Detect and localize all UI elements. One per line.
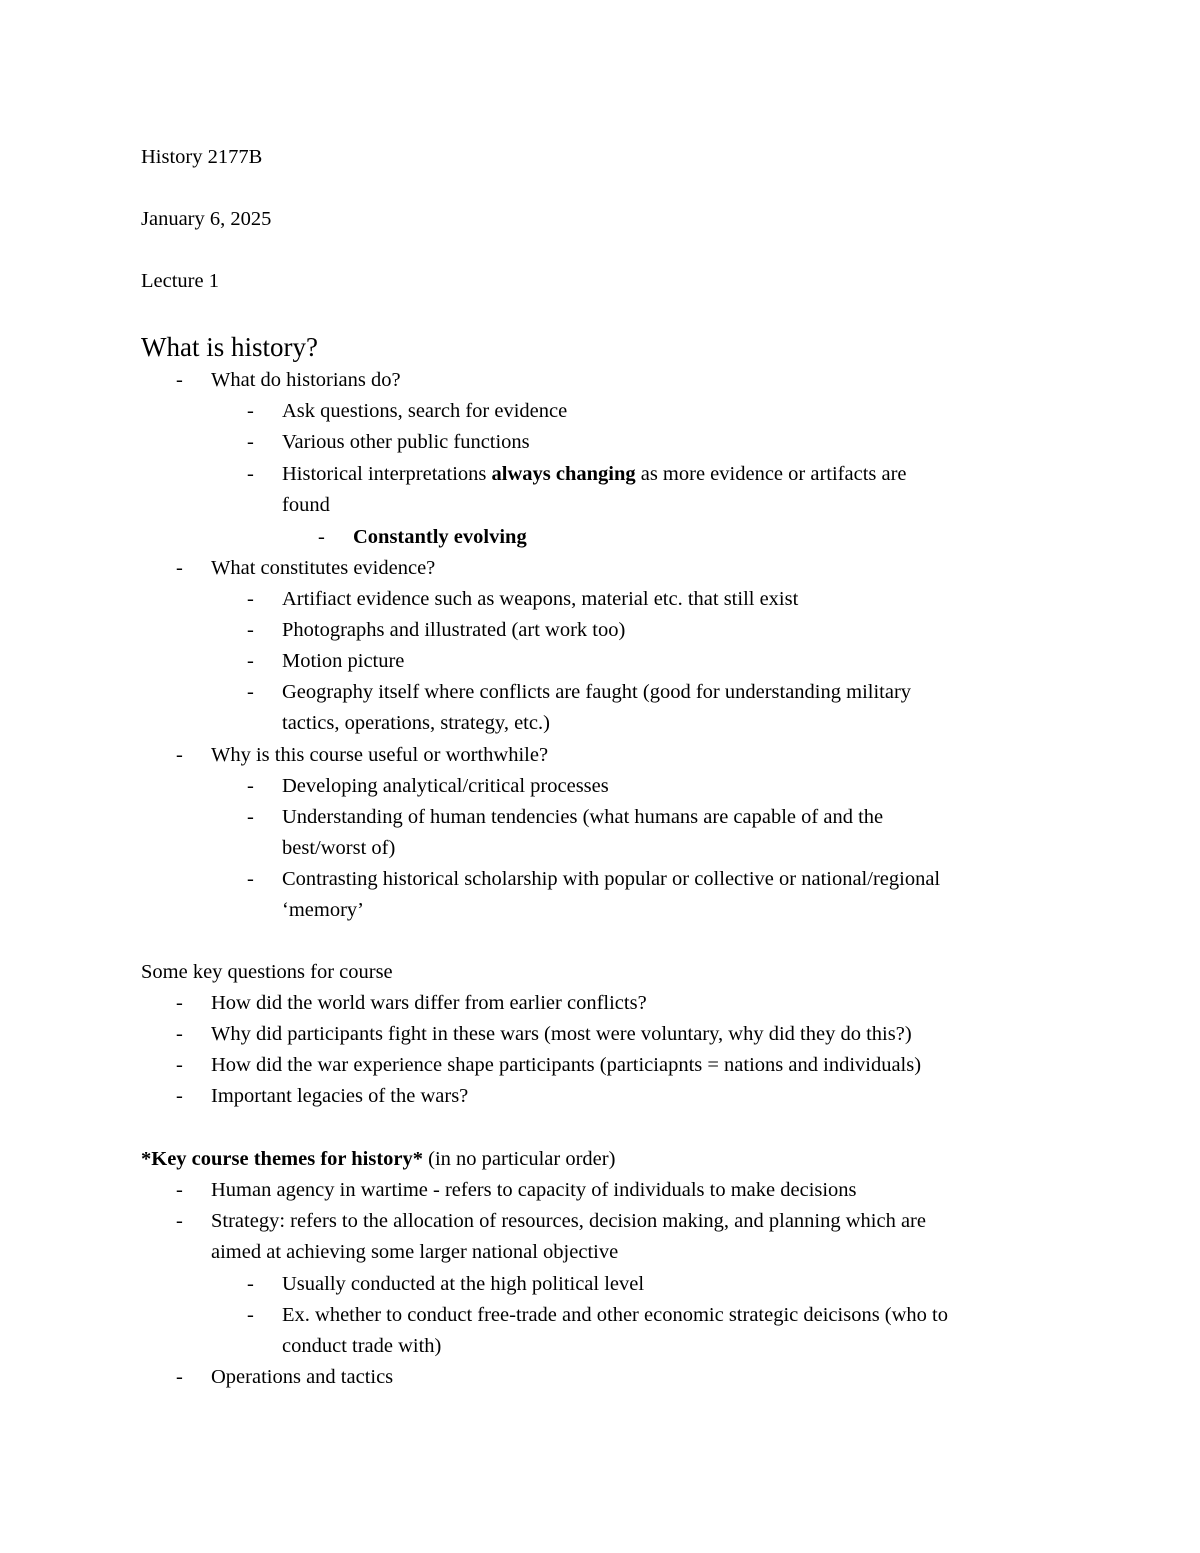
course-title: History 2177B <box>141 146 263 168</box>
list-item: How did the world wars differ from earlier conflicts? <box>211 992 647 1014</box>
list-item-continuation: conduct trade with) <box>282 1335 442 1357</box>
list-item: Contrasting historical scholarship with popular or collective or national/regional <box>282 868 941 890</box>
bullet-dash: - <box>176 1054 183 1076</box>
bullet-dash: - <box>247 806 254 828</box>
bullet-dash: - <box>176 1179 183 1201</box>
list-item: Usually conducted at the high political level <box>282 1273 645 1295</box>
list-item: Various other public functions <box>282 431 530 453</box>
bullet-dash: - <box>176 1210 183 1232</box>
section-heading-key-questions: Some key questions for course <box>141 961 393 983</box>
bullet-dash: - <box>176 557 183 579</box>
bullet-dash: - <box>176 1085 183 1107</box>
list-item <box>353 524 527 550</box>
bullet-dash: - <box>176 1366 183 1388</box>
bullet-dash: - <box>247 681 254 703</box>
list-item: Developing analytical/critical processes <box>282 775 609 797</box>
list-item: Ask questions, search for evidence <box>282 400 568 422</box>
bullet-dash: - <box>247 1273 254 1295</box>
list-item: Human agency in wartime - refers to capacity of individuals to make decisions <box>211 1179 857 1201</box>
bullet-dash: - <box>247 400 254 422</box>
text-run: as more evidence or artifacts are <box>635 463 907 485</box>
list-item: Strategy: refers to the allocation of resources, decision making, and planning which are <box>211 1210 926 1232</box>
list-item-continuation: tactics, operations, strategy, etc.) <box>282 712 550 734</box>
bullet-dash: - <box>247 775 254 797</box>
bullet-dash: - <box>318 526 325 548</box>
section-heading-what-is-history: What is history? <box>141 332 318 362</box>
section-heading-key-themes <box>141 1146 615 1172</box>
list-item: What do historians do? <box>211 369 401 391</box>
list-item: Geography itself where conflicts are faught (good for understanding military <box>282 681 912 703</box>
lecture-date: January 6, 2025 <box>141 208 272 230</box>
bullet-dash: - <box>247 463 254 485</box>
bullet-dash: - <box>176 992 183 1014</box>
list-item: Artifiact evidence such as weapons, material etc. that still exist <box>282 588 799 610</box>
emphasis-text: *Key course themes for history* <box>141 1148 424 1170</box>
list-item: Why is this course useful or worthwhile? <box>211 744 549 766</box>
bullet-dash: - <box>176 1023 183 1045</box>
emphasis-text: Constantly evolving <box>353 526 527 548</box>
list-item: Understanding of human tendencies (what humans are capable of and the <box>282 806 884 828</box>
bullet-dash: - <box>247 650 254 672</box>
list-item: Ex. whether to conduct free-trade and other economic strategic deicisons (who to <box>282 1304 948 1326</box>
bullet-dash: - <box>247 868 254 890</box>
emphasis-text: always changing <box>491 463 636 485</box>
list-item: Important legacies of the wars? <box>211 1085 469 1107</box>
list-item-continuation: ‘memory’ <box>282 899 364 921</box>
bullet-dash: - <box>247 431 254 453</box>
list-item: How did the war experience shape participants (particiapnts = nations and individuals) <box>211 1054 922 1076</box>
bullet-dash: - <box>247 588 254 610</box>
list-item-continuation: best/worst of) <box>282 837 396 859</box>
list-item: Operations and tactics <box>211 1366 394 1388</box>
bullet-dash: - <box>176 369 183 391</box>
bullet-dash: - <box>247 619 254 641</box>
lecture-number: Lecture 1 <box>141 270 219 292</box>
text-run: Historical interpretations <box>282 463 492 485</box>
list-item-continuation: aimed at achieving some larger national objective <box>211 1241 619 1263</box>
bullet-dash: - <box>247 1304 254 1326</box>
list-item: Photographs and illustrated (art work too) <box>282 619 626 641</box>
list-item: Motion picture <box>282 650 405 672</box>
list-item-continuation: found <box>282 494 330 516</box>
list-item: Why did participants fight in these wars (most were voluntary, why did they do this?) <box>211 1023 912 1045</box>
list-item <box>282 461 907 487</box>
bullet-dash: - <box>176 744 183 766</box>
text-run: (in no particular order) <box>423 1148 616 1170</box>
list-item: What constitutes evidence? <box>211 557 436 579</box>
